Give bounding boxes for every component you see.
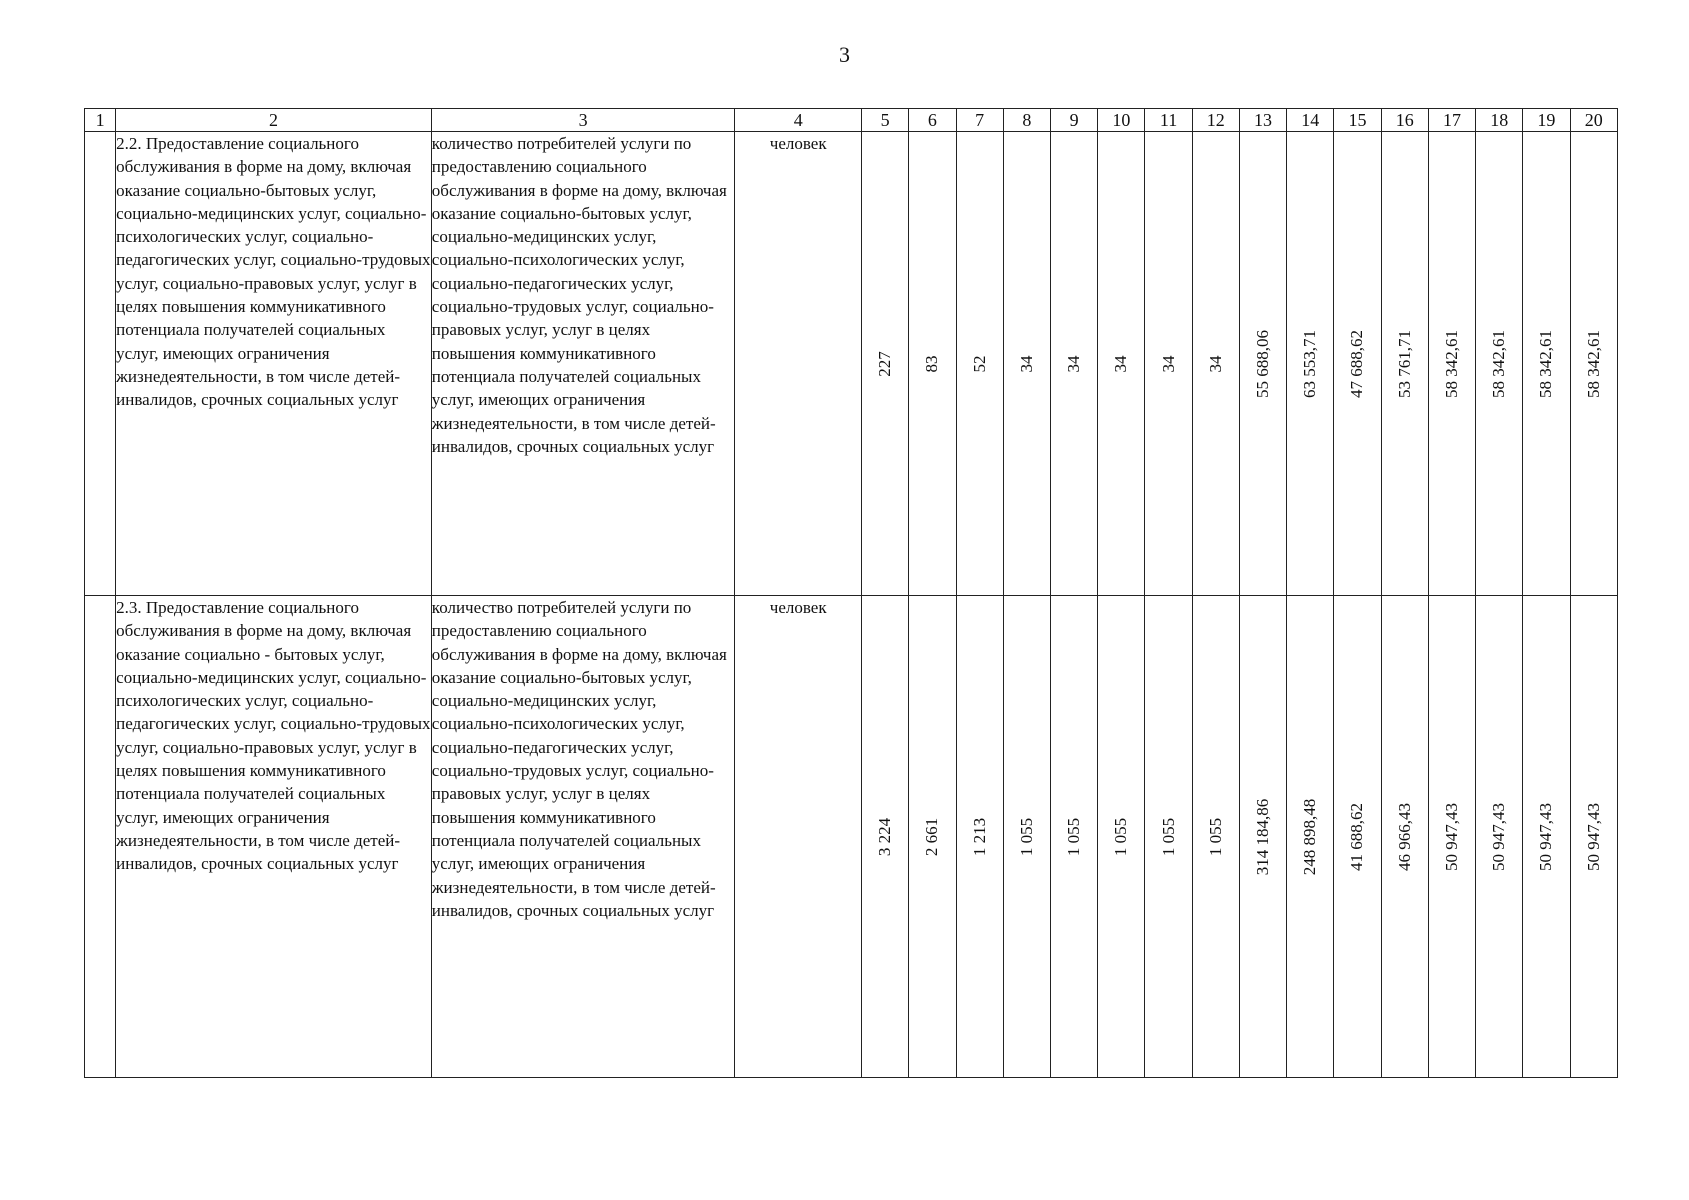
value-text: 1 213 <box>969 817 989 856</box>
value-cell-col-7 <box>956 596 1003 1078</box>
value-text: 55 688,06 <box>1253 329 1273 398</box>
value-text: 1 055 <box>1016 817 1036 856</box>
value-cell-col-17 <box>1428 132 1475 596</box>
table-row <box>85 596 1618 1078</box>
column-number-6: 6 <box>909 109 956 132</box>
services-table <box>84 108 1618 1078</box>
value-text: 227 <box>875 350 895 377</box>
value-cell-col-12 <box>1192 596 1239 1078</box>
value-cell-col-19 <box>1523 132 1570 596</box>
column-number-13: 13 <box>1239 109 1286 132</box>
row-index-cell <box>85 132 116 596</box>
value-cell-col-17 <box>1428 596 1475 1078</box>
value-text: 34 <box>1111 355 1131 372</box>
value-cell-col-11 <box>1145 132 1192 596</box>
column-number-15: 15 <box>1334 109 1381 132</box>
value-cell-col-15 <box>1334 132 1381 596</box>
value-cell-col-18 <box>1476 132 1523 596</box>
value-text: 1 055 <box>1158 817 1178 856</box>
column-number-3: 3 <box>431 109 735 132</box>
value-text: 41 688,62 <box>1347 802 1367 871</box>
value-text: 3 224 <box>875 817 895 856</box>
column-number-row <box>85 109 1618 132</box>
value-cell-col-9 <box>1050 596 1097 1078</box>
value-text: 58 342,61 <box>1489 329 1509 398</box>
column-number-20: 20 <box>1570 109 1617 132</box>
value-text: 46 966,43 <box>1394 802 1414 871</box>
value-text: 52 <box>969 355 989 372</box>
value-text: 50 947,43 <box>1489 802 1509 871</box>
value-text: 58 342,61 <box>1441 329 1461 398</box>
value-text: 248 898,48 <box>1300 798 1320 875</box>
column-number-18: 18 <box>1476 109 1523 132</box>
column-number-1: 1 <box>85 109 116 132</box>
value-text: 34 <box>1158 355 1178 372</box>
value-text: 1 055 <box>1205 817 1225 856</box>
column-number-2: 2 <box>116 109 432 132</box>
value-cell-col-20 <box>1570 596 1617 1078</box>
value-text: 58 342,61 <box>1583 329 1603 398</box>
value-text: 34 <box>1064 355 1084 372</box>
column-number-14: 14 <box>1287 109 1334 132</box>
value-text: 58 342,61 <box>1536 329 1556 398</box>
value-text: 83 <box>922 355 942 372</box>
value-cell-col-19 <box>1523 596 1570 1078</box>
column-number-4: 4 <box>735 109 862 132</box>
value-cell-col-18 <box>1476 596 1523 1078</box>
value-cell-col-10 <box>1098 596 1145 1078</box>
value-text: 53 761,71 <box>1394 329 1414 398</box>
column-number-19: 19 <box>1523 109 1570 132</box>
row-index-cell <box>85 596 116 1078</box>
table-body <box>85 132 1618 1078</box>
value-cell-col-16 <box>1381 132 1428 596</box>
value-text: 1 055 <box>1111 817 1131 856</box>
value-text: 2 661 <box>922 817 942 856</box>
value-text: 50 947,43 <box>1583 802 1603 871</box>
value-text: 314 184,86 <box>1253 798 1273 875</box>
column-number-16: 16 <box>1381 109 1428 132</box>
service-name-cell: 2.3. Предоставление социального обслуживания в форме на дому, включая оказание социально - бытовых услуг, социально-медицинских услуг, социально-психологических услуг, социально-педагогических услуг, социально-трудовых услуг, социально-правовых услуг, услуг в целях повышения коммуникативного потенциала получателей социальных услуг, имеющих ограничения жизнедеятельности, в том числе детей-инвалидов, срочных социальных услуг <box>116 596 432 1078</box>
column-number-10: 10 <box>1098 109 1145 132</box>
page-number: 3 <box>839 42 850 67</box>
value-cell-col-6 <box>909 596 956 1078</box>
column-number-9: 9 <box>1050 109 1097 132</box>
column-number-5: 5 <box>862 109 909 132</box>
value-cell-col-7 <box>956 132 1003 596</box>
unit-cell: человек <box>735 596 862 1078</box>
value-text: 47 688,62 <box>1347 329 1367 398</box>
column-number-12: 12 <box>1192 109 1239 132</box>
value-cell-col-13 <box>1239 132 1286 596</box>
unit-cell: человек <box>735 132 862 596</box>
column-number-11: 11 <box>1145 109 1192 132</box>
value-cell-col-11 <box>1145 596 1192 1078</box>
value-cell-col-14 <box>1287 132 1334 596</box>
value-cell-col-13 <box>1239 596 1286 1078</box>
value-cell-col-20 <box>1570 132 1617 596</box>
value-cell-col-5 <box>862 596 909 1078</box>
value-cell-col-5 <box>862 132 909 596</box>
column-number-17: 17 <box>1428 109 1475 132</box>
column-number-8: 8 <box>1003 109 1050 132</box>
value-text: 50 947,43 <box>1441 802 1461 871</box>
value-cell-col-15 <box>1334 596 1381 1078</box>
value-text: 34 <box>1205 355 1225 372</box>
value-cell-col-12 <box>1192 132 1239 596</box>
table-row <box>85 132 1618 596</box>
value-text: 63 553,71 <box>1300 329 1320 398</box>
indicator-cell: количество потребителей услуги по предоставлению социального обслуживания в форме на дому, включая оказание социально-бытовых услуг, социально-медицинских услуг, социально-психологических услуг, социально-педагогических услуг, социально-трудовых услуг, социально-правовых услуг, услуг в целях повышения коммуникативного потенциала получателей социальных услуг, имеющих ограничения жизнедеятельности, в том числе детей-инвалидов, срочных социальных услуг <box>431 132 735 596</box>
value-cell-col-10 <box>1098 132 1145 596</box>
value-text: 34 <box>1016 355 1036 372</box>
value-cell-col-9 <box>1050 132 1097 596</box>
column-number-7: 7 <box>956 109 1003 132</box>
value-cell-col-8 <box>1003 596 1050 1078</box>
value-cell-col-14 <box>1287 596 1334 1078</box>
value-cell-col-16 <box>1381 596 1428 1078</box>
indicator-cell: количество потребителей услуги по предоставлению социального обслуживания в форме на дому, включая оказание социально-бытовых услуг, социально-медицинских услуг, социально-психологических услуг, социально-педагогических услуг, социально-трудовых услуг, социально-правовых услуг, услуг в целях повышения коммуникативного потенциала получателей социальных услуг, имеющих ограничения жизнедеятельности, в том числе детей-инвалидов, срочных социальных услуг <box>431 596 735 1078</box>
value-cell-col-6 <box>909 132 956 596</box>
value-cell-col-8 <box>1003 132 1050 596</box>
value-text: 1 055 <box>1064 817 1084 856</box>
service-name-cell: 2.2. Предоставление социального обслуживания в форме на дому, включая оказание социально-бытовых услуг, социально-медицинских услуг, социально-психологических услуг, социально-педагогических услуг, социально-трудовых услуг, социально-правовых услуг, услуг в целях повышения коммуникативного потенциала получателей социальных услуг, имеющих ограничения жизнедеятельности, в том числе детей-инвалидов, срочных социальных услуг <box>116 132 432 596</box>
value-text: 50 947,43 <box>1536 802 1556 871</box>
